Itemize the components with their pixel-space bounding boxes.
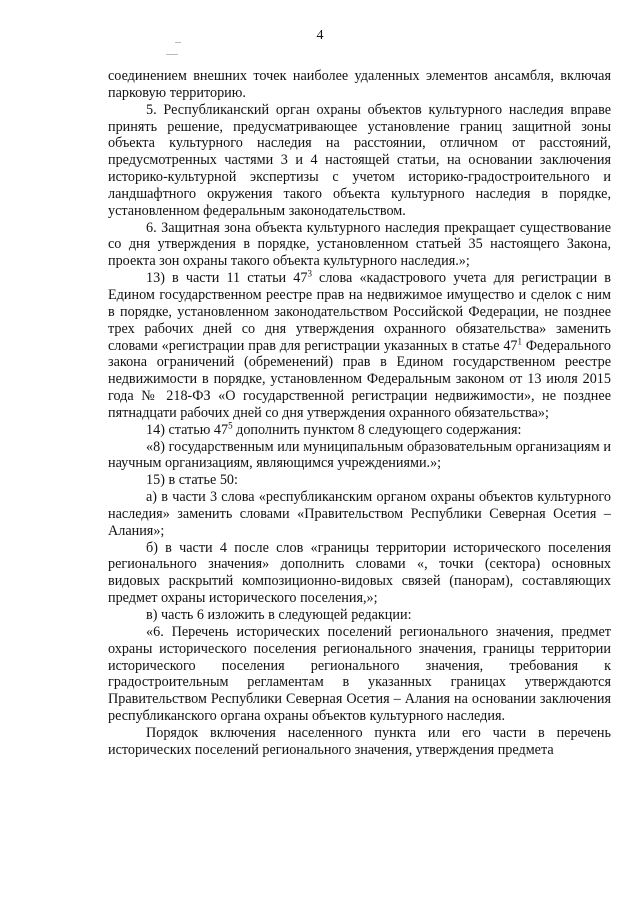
paragraph: «6. Перечень исторических поселений регионального значения, предмет охраны исторического поселения регионального значения, границы территории исторического поселения регионального значения, требования к градостроительным регламентам в указанных границах утверждаются Правительством Республики Северная Осетия – Алания на основании заключения республиканского органа охраны объектов культурного наследия. [108, 623, 611, 725]
paragraph: 14) статью $47^5$ дополнить пунктом 8 следующего содержания: [146, 419, 522, 438]
document-body [108, 68, 611, 759]
paragraph: 15) в статье 50: [146, 472, 238, 489]
superscript: 5 [228, 419, 233, 430]
paragraph: соединением внешних точек наиболее удаленных элементов ансамбля, включая парковую территорию. [108, 68, 611, 101]
paragraph: 5. Республиканский орган охраны объектов культурного наследия вправе принять решение, предусматривающее установление границ защитной зоны объекта культурного наследия на расстоянии, отличном от расстояний, предусмотренных частями 3 и 4 настоящей статьи, на основании заключения историко-культурной экспертизы с учетом историко-градостроительного и ландшафтного окружения такого объекта культурного наследия в порядке, установленном федеральным законодательством. [108, 101, 611, 219]
paragraph: а) в части 3 слова «республиканским органом охраны объектов культурного наследия» заменить словами «Правительством Республики Северная Осетия – Алания»; [108, 489, 611, 539]
page-number: 4 [316, 28, 324, 43]
paragraph: 6. Защитная зона объекта культурного наследия прекращает существование со дня утверждения в порядке, установленном статьей 35 настоящего Закона, проекта зон охраны такого объекта культурного наследия.»; [108, 219, 611, 270]
paragraph: 13) в части 11 статьи $47^3$ слова «кадастрового учета для регистрации в Едином государственном реестре прав на недвижимое имущество и сделок с ним в порядке, установленном законодательством Российской Федерации, не позднее трех рабочих дней со дня утверждения охранного обязательства» заменить словами «регистрации прав для регистрации указанных в статье $47^1$ Федерального закона ограничений (обременений) прав в Едином государственном реестре недвижимости в порядке, установленном Федеральным законом от 13 июля 2015 года № 218-ФЗ «О государственной регистрации недвижимости», не позднее пятнадцати рабочих дней со дня утверждения охранного обязательства»; [108, 268, 611, 421]
paragraph: б) в части 4 после слов «границы территории исторического поселения регионального значения» дополнить словами «, точки (сектора) основных видовых раскрытий композиционно-видовых связей (панорам), составляющих предмет охраны исторического поселения,»; [108, 539, 611, 607]
paragraph: в) часть 6 изложить в следующей редакции: [146, 607, 412, 623]
superscript: 1 [517, 335, 523, 346]
paragraph: Порядок включения населенного пункта или его части в перечень исторических поселений регионального значения, утверждения предмета [108, 724, 611, 758]
superscript: 3 [307, 268, 312, 279]
paragraph: «8) государственным или муниципальным образовательным организациям и научным организациям, являющимся учреждениями.»; [108, 438, 611, 472]
scan-mark [166, 54, 178, 55]
